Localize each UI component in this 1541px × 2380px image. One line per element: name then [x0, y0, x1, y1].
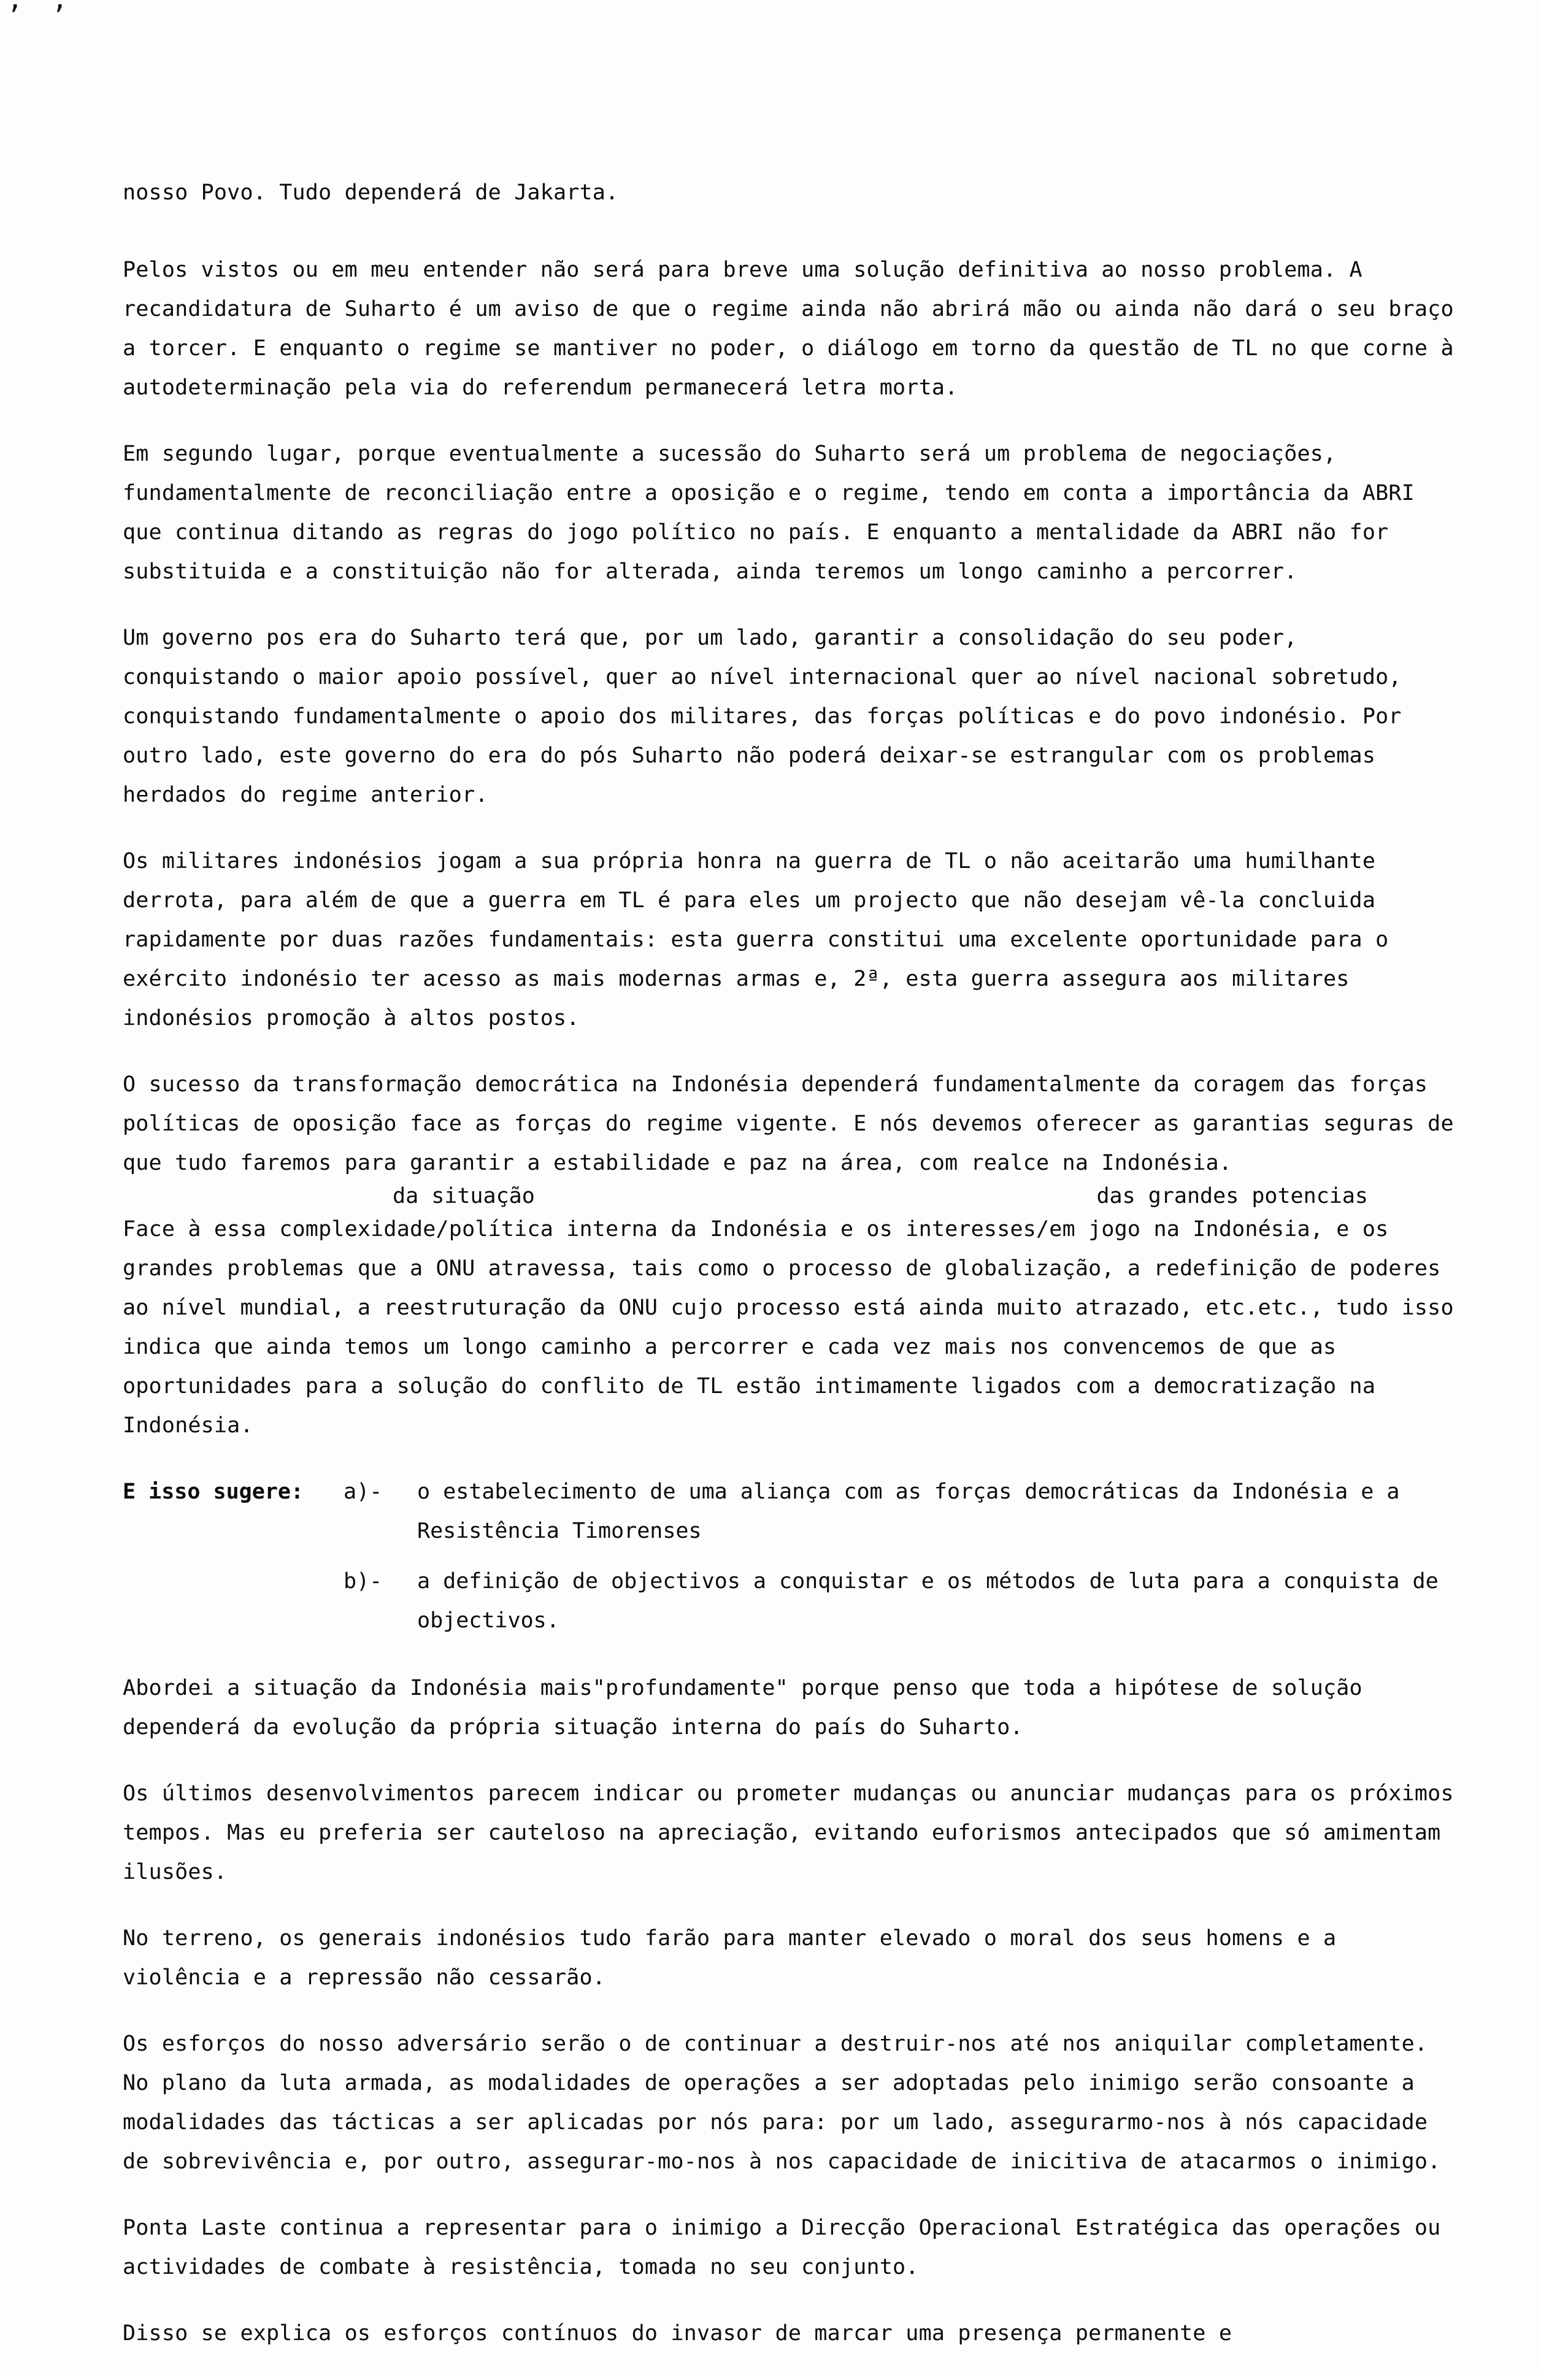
insertion-left: da situação: [393, 1184, 535, 1208]
insertion-right: das grandes potencias: [1096, 1184, 1368, 1208]
list-item: [123, 1562, 1460, 1640]
paragraph-adversary-efforts: Os esforços do nosso adversário serão o de continuar a destruir-nos até nos aniquilar completamente. No plano da luta armada, as modalidades de operações a ser adoptadas pelo inimigo serão consoante a modalidades das tácticas a ser aplicadas por nós para: por um lado, assegurarmo-nos à nós capacidade de sobrevivência e, por outro, assegurar-mo-nos à nos capacidade de inicitiva de atacarmos o inimigo.: [123, 2032, 1441, 2174]
handwritten-insertion-line: [123, 1183, 1460, 1210]
corner-mark: ’ ʼ: [6, 0, 74, 31]
list-lead: E isso sugere:: [123, 1480, 304, 1504]
paragraph-complexity: Face à essa complexidade/política interna da Indonésia e os interesses/em jogo na Indonésia, e os grandes problemas que a ONU atravessa, tais como o processo de globalização, a redefinição de poderes ao nível mundial, a reestruturação da ONU cujo processo está ainda muito atrazado, etc.etc., tudo isso indica que ainda temos um longo caminho a percorrer e cada vez mais nos convencemos de que as oportunidades para a solução do conflito de TL estão intimamente ligados com a democratização na Indonésia.: [123, 1217, 1454, 1438]
list-letter: b)-: [344, 1569, 383, 1594]
suggestion-list: [123, 1472, 1460, 1640]
list-text: a definição de objectivos a conquistar e os métodos de luta para a conquista de objectivos.: [417, 1569, 1439, 1633]
paragraph-indonesia-analysis: Abordei a situação da Indonésia mais"profundamente" porque penso que toda a hipótese de solução dependerá da evolução da própria situação interna do país do Suharto.: [123, 1676, 1362, 1740]
paragraph-suharto-candidacy: Pelos vistos ou em meu entender não será para breve uma solução definitiva ao nosso problema. A recandidatura de Suharto é um aviso de que o regime ainda não abrirá mão ou ainda não dará o seu braço a torcer. E enquanto o regime se mantiver no poder, o diálogo em torno da questão de TL no que corne à autodeterminação pela via do referendum permanecerá letra morta.: [123, 258, 1454, 400]
paragraph-ponta-leste: Ponta Laste continua a representar para o inimigo a Direcção Operacional Estratégica das operações ou actividades de combate à resistência, tomada no seu conjunto.: [123, 2216, 1441, 2279]
paragraph-indonesian-military: Os militares indonésios jogam a sua própria honra na guerra de TL o não aceitarão uma humilhante derrota, para além de que a guerra em TL é para eles um projecto que não desejam vê-la concluida rapidamente por duas razões fundamentais: esta guerra constitui uma excelente oportunidade para o exército indonésio ter acesso as mais modernas armas e, 2ª, esta guerra assegura aos militares indonésios promoção à altos postos.: [123, 849, 1389, 1031]
document-body: [123, 173, 1460, 2380]
paragraph-recent-developments: Os últimos desenvolvimentos parecem indicar ou prometer mudanças ou anunciar mudanças para os próximos tempos. Mas eu preferia ser cauteloso na apreciação, evitando euforismos antecipados que só amimentam ilusões.: [123, 1781, 1454, 1884]
list-text: o estabelecimento de uma aliança com as forças democráticas da Indonésia e a Resistência Timorenses: [417, 1480, 1400, 1543]
paragraph-democratic-transformation: O sucesso da transformação democrática na Indonésia dependerá fundamentalmente da coragem das forças políticas de oposição face as forças do regime vigente. E nós devemos oferecer as garantias seguras de que tudo faremos para garantir a estabilidade e paz na área, com realce na Indonésia.: [123, 1072, 1454, 1175]
paragraph-opening: nosso Povo. Tudo dependerá de Jakarta.: [123, 180, 619, 205]
list-letter: a)-: [344, 1480, 383, 1504]
paragraph-generals: No terreno, os generais indonésios tudo farão para manter elevado o moral dos seus homens e a violência e a repressão não cessarão.: [123, 1926, 1337, 1990]
paragraph-post-suharto-government: Um governo pos era do Suharto terá que, por um lado, garantir a consolidação do seu poder, conquistando o maior apoio possível, quer ao nível internacional quer ao nível nacional sobretudo, conquistando fundamentalmente o apoio dos militares, das forças políticas e do povo indonésio. Por outro lado, este governo do era do pós Suharto não poderá deixar-se estrangular com os problemas herdados do regime anterior.: [123, 626, 1402, 807]
list-item: [123, 1472, 1460, 1551]
paragraph-succession: Em segundo lugar, porque eventualmente a sucessão do Suharto será um problema de negociações, fundamentalmente de reconciliação entre a oposição e o regime, tendo em conta a importância da ABRI que continua ditando as regras do jogo político no país. E enquanto a mentalidade da ABRI não for substituida e a constituição não for alterada, ainda teremos um longo caminho a percorrer.: [123, 442, 1415, 584]
paragraph-invader-presence: Disso se explica os esforços contínuos do invasor de marcar uma presença permanente e: [123, 2321, 1232, 2346]
